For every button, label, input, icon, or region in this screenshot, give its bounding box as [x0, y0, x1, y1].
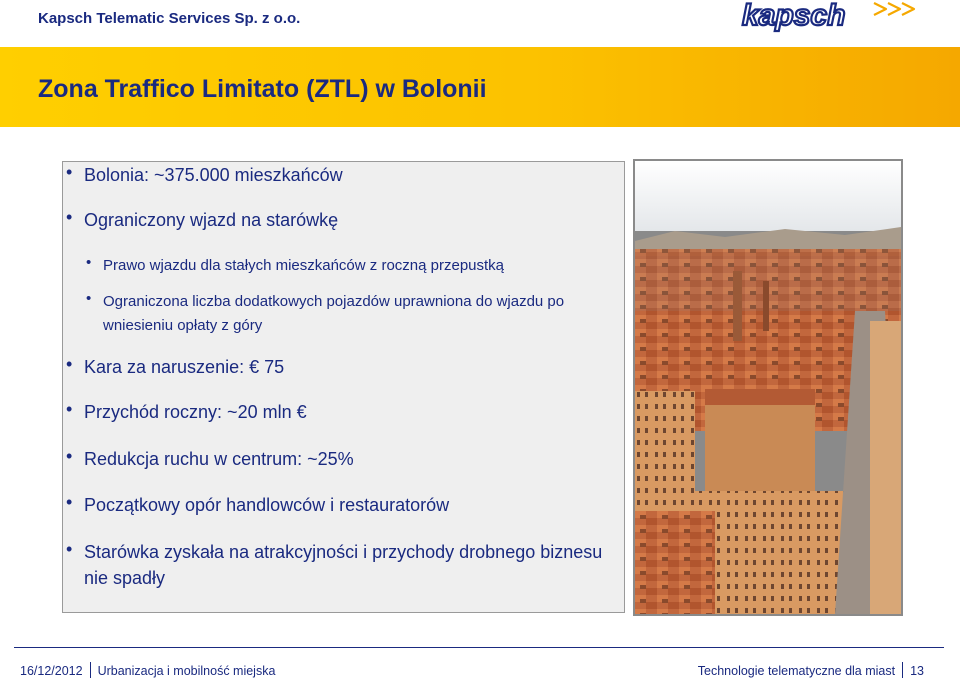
bullet-text: Starówka zyskała na atrakcyjności i przychody drobnego biznesu nie spadły	[84, 542, 603, 588]
photo-tower-1	[733, 271, 742, 341]
bullet-item	[66, 207, 606, 233]
bullet-item	[66, 354, 606, 380]
logo-chevrons	[874, 3, 914, 15]
bullet-dot: •	[86, 290, 92, 307]
bullet-dot: •	[66, 399, 73, 419]
sub-bullet-item	[86, 254, 606, 278]
footer-left	[20, 662, 275, 678]
slide-title: Zona Traffico Limitato (ZTL) w Bolonii	[38, 75, 487, 103]
bullet-text: Bolonia: ~375.000 mieszkańców	[84, 165, 343, 185]
footer-topic: Urbanizacja i mobilność miejska	[97, 664, 276, 678]
title-banner	[0, 47, 960, 127]
footer-section: Technologie telematyczne dla miast	[697, 664, 896, 678]
bullet-item	[66, 492, 606, 518]
bullet-text: Przychód roczny: ~20 mln €	[84, 402, 307, 422]
footer-separator	[902, 662, 903, 678]
photo-palazzo	[695, 491, 845, 614]
bullet-dot: •	[86, 254, 92, 271]
bullet-text: Kara za naruszenie: € 75	[84, 357, 285, 377]
footer-divider	[14, 647, 944, 648]
bullet-item	[66, 162, 606, 188]
bologna-photo-frame	[633, 159, 903, 616]
bullet-item	[66, 446, 606, 472]
kapsch-logo	[738, 0, 960, 34]
bullet-text: Ograniczony wjazd na starówkę	[84, 210, 339, 230]
photo-building-right	[870, 321, 901, 614]
bologna-rooftops-photo	[635, 161, 901, 614]
photo-roof-lower	[635, 511, 715, 614]
page-number: 13	[910, 664, 924, 678]
photo-building-left	[635, 391, 695, 511]
company-name: Kapsch Telematic Services Sp. z o.o.	[38, 10, 301, 27]
bullet-dot: •	[66, 207, 73, 227]
logo-text: kapsch	[742, 0, 846, 32]
bullet-dot: •	[66, 162, 73, 182]
bullet-item	[66, 399, 606, 425]
bullet-dot: •	[66, 492, 73, 512]
sub-bullet-item	[86, 290, 596, 338]
bullet-text: Ograniczona liczba dodatkowych pojazdów uprawniona do wjazdu po wniesieniu opłaty z góry	[103, 293, 565, 334]
footer-separator	[90, 662, 91, 678]
footer-date: 16/12/2012	[20, 664, 83, 678]
bullet-dot: •	[66, 354, 73, 374]
photo-tower-2	[763, 281, 769, 331]
bullet-dot: •	[66, 539, 73, 559]
bullet-item	[66, 539, 621, 591]
photo-sky	[635, 161, 901, 231]
bullet-text: Początkowy opór handlowców i restauratorów	[84, 495, 450, 515]
footer-right	[698, 662, 924, 678]
bullet-text: Prawo wjazdu dla stałych mieszkańców z roczną przepustką	[103, 257, 505, 274]
bullet-text: Redukcja ruchu w centrum: ~25%	[84, 449, 354, 469]
bullet-dot: •	[66, 446, 73, 466]
photo-building-roof	[705, 389, 815, 405]
